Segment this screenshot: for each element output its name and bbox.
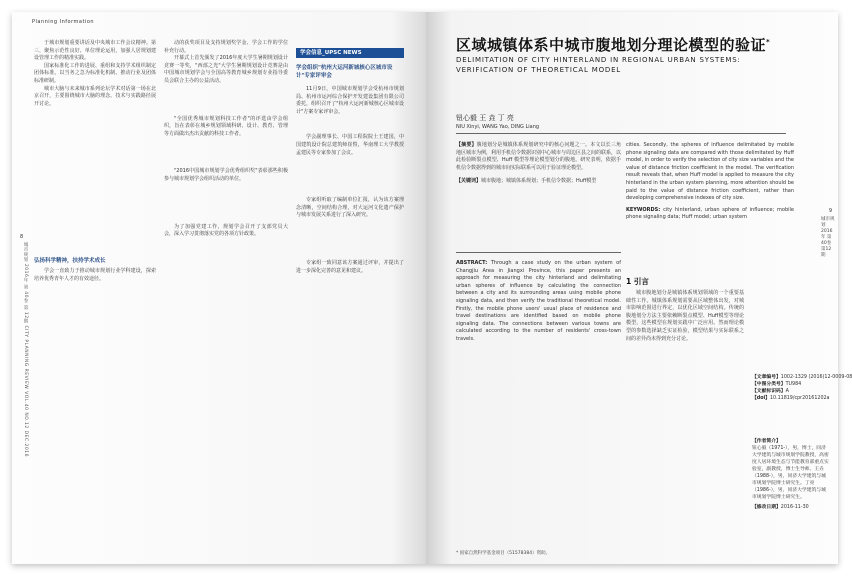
author-bio — [752, 438, 830, 511]
left-column-3 — [296, 86, 404, 275]
paragraph: 专家组一致同意该方案通过评审，并提出了进一步深化完善的意见和建议。 — [296, 259, 404, 274]
paragraph: "2016中国城市规划学会优秀组织奖"表彰那些积极参与城市规划学会组织活动的单位。 — [164, 168, 288, 182]
magazine-spread — [12, 12, 852, 564]
authors-en: NIU Xinyi, WANG Yao, DING Liang — [456, 124, 540, 130]
section-heading: 1 引言 — [626, 277, 649, 286]
news-title: 学会组织"杭州大运河新城核心区城市设计"专家评审会 — [296, 65, 393, 79]
left-spine-text: 城市规划 2016年 第 40卷 第 12期 CITY PLANNING REVIEW VOL.40 NO.12 DEC.2016 — [23, 242, 28, 458]
paragraph: 国家标准化工作的进展、重组和支持学术组织制定团体标准。以当务之急为标准化机制、推动行业及团体标准研制。 — [34, 62, 156, 84]
page-number: 9 — [828, 208, 832, 214]
paragraph: 动的获奖项目及支持规划奖学金、学会工作的学位补充行动。 — [164, 40, 288, 54]
right-spine-text: 城市规划 2016年 第40卷 第12期 — [821, 217, 835, 258]
revision-date-value: 2016-11-30 — [780, 505, 809, 510]
page-number: 8 — [20, 234, 24, 240]
paragraph: 为了加强党建工作，规划学会召开了支部党员大会，深入学习贯彻落实党的各项方针政策。 — [164, 223, 288, 238]
keywords-en — [626, 207, 794, 222]
divider — [456, 133, 786, 134]
paragraph: "全国优秀城市规划科技工作者"的评选由学会组织，旨在表彰在城乡规划领域科研、设计、教育、管理等方面做出杰出贡献的科技工作者。 — [164, 115, 288, 137]
section-heading: 弘扬科学精神，扶持学术成长 — [34, 258, 106, 265]
abstract-cn-label: 【摘要】 — [456, 142, 477, 148]
meta-row — [752, 388, 830, 395]
meta-value: TU984 — [785, 382, 802, 387]
abstract-en-label: ABSTRACT: — [456, 260, 488, 266]
paragraph: 学会一直致力于推动城市规划行业学科建设，探索培养优秀青年人才的有效途径。 — [34, 267, 156, 282]
revision-date-label: 【修改日期】 — [752, 505, 781, 510]
running-head: Planning Information — [32, 19, 95, 25]
intro-text — [626, 290, 744, 343]
keywords-cn-text: 城市腹地；城镇体系规划；手机信令数据；Huff模型 — [481, 178, 597, 185]
abstract-cn-text: 腹地划分是城镇体系规划研究中的核心问题之一。本文以长三角地区城市为例，利用手机信令数据识别中心城市与周边区县之间的联系，以此检验断裂点模型、Huff 模型等理论模型划分的腹地。研究表明，依据手机信令数据得到的城市间实际联系可以用于验证理论模型。 — [456, 142, 622, 171]
left-column-2 — [164, 40, 288, 239]
title-footnote-mark: * — [766, 38, 771, 46]
meta-label: 【文献标识码】 — [752, 389, 786, 394]
article-title-cn — [456, 34, 770, 55]
abstract-en-text-continued: cities. Secondly, the spheres of influence delimitated by mobile phone signaling data are compared with those delimitated by Huff model, in order to verify the selection of city size variables and the value of distance friction coefficient in the model. The verification result reveals that, when Huff model is applied to measure the city hinterland in the urban system planning, more attention should be paid to the value of distance friction coefficient, rather than developing comprehensive indexes of city size. — [626, 142, 794, 202]
paragraph: 于城市规划重要讲话及中央城市工作会议精神。第三，聚焦示范性良好、单位理论运用，加强人居规划建设管理工作的精准实践。 — [34, 40, 156, 62]
meta-value: A — [785, 389, 789, 394]
meta-value: 1002-1329 (2016)12-0009-08 — [780, 375, 852, 380]
left-column-1 — [34, 40, 156, 283]
meta-label: 【文章编号】 — [752, 375, 781, 380]
abstract-en-right — [626, 142, 794, 222]
paragraph: 学会副理事长、中国工程院院士王建国，中国建筑设计院总建筑师崔愷，华南理工大学教授孟建民等专家参加了会议。 — [296, 134, 404, 156]
paragraph: 城市大脑与未来城市系列论坛学术对话第一场在北京召开，主要围绕城市大脑的理念、技术与实践路径展开讨论。 — [34, 85, 156, 107]
meta-row — [752, 374, 852, 381]
keywords-en-text: city hinterland, urban sphere of influence; mobile phone signaling data; Huff model; urban system — [626, 206, 795, 221]
keywords-cn — [456, 178, 621, 186]
paragraph: 开幕式上首先颁发了2016年度大学生暑期规划设计竞赛一等奖，"西部之光"大学生暑期规划设计竞赛是由中国城市规划学会与全国高等教育城乡规划专业指导委员会联合主办的公益活动。 — [164, 55, 288, 84]
meta-label: 【doi】 — [752, 396, 770, 401]
paragraph: 专家组听取了编制单位汇报，认为该方案理念清晰，空间结构合理，对大运河文化遗产保护与城市发展关系进行了深入研究。 — [296, 197, 404, 219]
author-bio-text: 钮心毅（1971-），男，博士，同济大学建筑与城市规划学院教授，高密度人居环境生态与节能教育部重点实验室，副教授，博士生导师。王垚（1988-），男，同济大学建筑与城市规划学院博士研究生。丁亮（1986-），男，同济大学建筑与城市规划学院博士研究生。 — [752, 446, 829, 500]
title-text: 区域城镇体系中城市腹地划分理论模型的验证 — [456, 36, 767, 54]
author-bio-label: 【作者简介】 — [752, 439, 781, 444]
right-page — [426, 12, 852, 564]
authors-cn: 钮心毅 王 垚 丁 亮 — [456, 114, 514, 122]
meta-label: 【中图分类号】 — [752, 382, 786, 387]
article-metadata — [752, 374, 852, 402]
meta-row — [752, 395, 830, 402]
abstract-en-text: Through a case study on the urban system of Changjiu Area in Jiangxi Province, this paper presents an approach for measuring the city hinterland and delimitating urban spheres of influence by calculating the connection between a city and its surrounding areas using mobile phone signaling data, and then verify the traditional theoretical model. Firstly, the mobile phone users' usual place of residence and travel destinations are identified based on mobile phone signaling data. The connections between various towns are calculated according to the number of residents' cross-town travels. — [456, 260, 622, 342]
paragraph: 城市腹地划分是城镇体系规划领域的一个重要基础性工作。城镇体系规划需要从区域整体出发，对城市影响范围进行界定，以优化区域空间结构。传统的腹地划分方法主要依赖断裂点模型、Huff模型等理论模型，这些模型在规划实践中广泛应用。然而理论模型的参数选择缺乏实证检验，模型结果与实际联系之间的差异尚未得到充分讨论。 — [626, 290, 744, 342]
meta-row — [752, 381, 830, 388]
left-page — [12, 12, 424, 564]
abstract-en-left — [456, 260, 621, 344]
fund-footnote: * 国家自然科学基金项目（51578384）资助。 — [456, 551, 551, 556]
paragraph: 11月9日，中国城市规划学会受杭州市规划局、杭州市运河综合保护开发建设集团有限公司委托，组织召开了"杭州大运河新城核心区城市设计"方案专家评审会。 — [296, 86, 404, 115]
keywords-cn-label: 【关键词】 — [456, 178, 482, 185]
keywords-en-label: KEYWORDS: — [626, 206, 661, 213]
news-section-header: 学会信息_UPSC NEWS — [296, 48, 404, 58]
article-title-en: DELIMITATION OF CITY HINTERLAND IN REGIONAL URBAN SYSTEMS: VERIFICATION OF THEORETICAL MODEL — [456, 56, 741, 74]
revision-date — [752, 504, 830, 511]
abstract-cn — [456, 142, 621, 186]
divider — [456, 252, 621, 253]
meta-value: 10.11819/cpr20161202a — [769, 396, 830, 401]
